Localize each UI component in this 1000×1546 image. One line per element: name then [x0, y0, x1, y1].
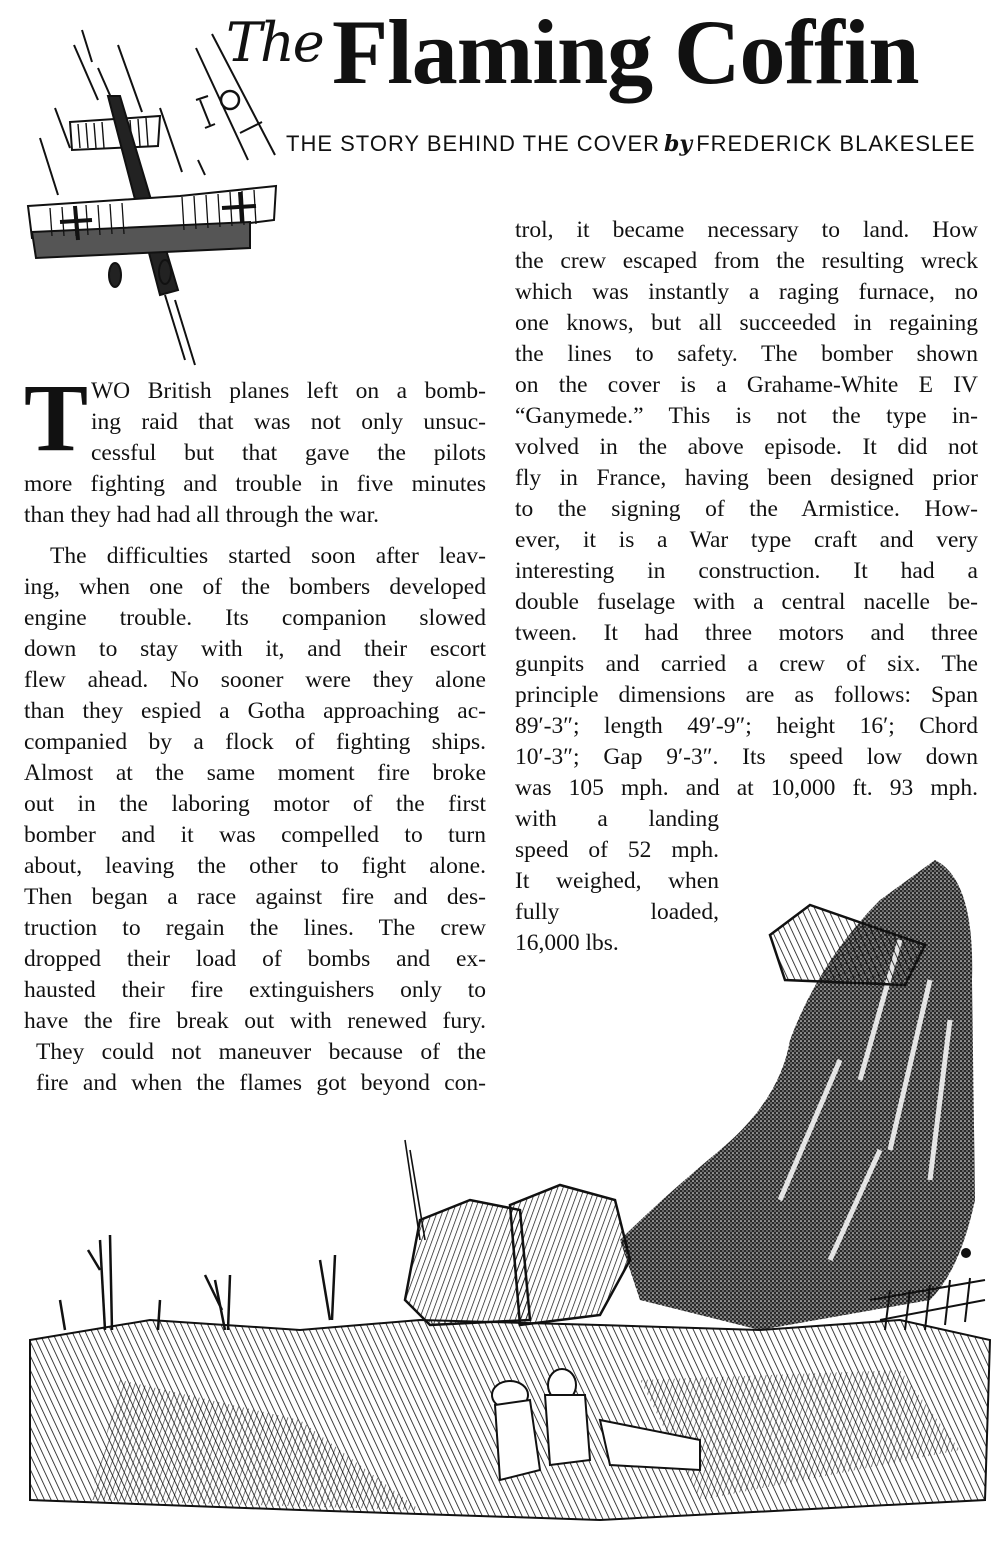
text-line: companied by a flock of fighting ships. [24, 729, 486, 755]
text-line: Then began a race against fire and des- [24, 884, 486, 910]
text-line: ever, it is a War type craft and very [515, 527, 978, 553]
text-line: have the fire break out with renewed fury. [24, 1008, 486, 1034]
title-prefix: The [226, 11, 323, 74]
text-line: hausted their fire extinguishers only to [24, 977, 486, 1003]
text-line: out in the laboring motor of the first [24, 791, 486, 817]
text-line: Almost at the same moment fire broke [24, 760, 486, 786]
text-line: engine trouble. Its companion slowed [24, 605, 486, 631]
text-line: WO British planes left on a bomb- [91, 378, 486, 404]
text-line: ing, when one of the bombers developed [24, 574, 486, 600]
text-line: 16,000 lbs. [515, 930, 619, 956]
text-line: fully loaded, [515, 899, 719, 925]
subtitle-story-label: THE STORY BEHIND THE COVER [286, 131, 661, 156]
text-line: than they espied a Gotha approaching ac- [24, 698, 486, 724]
author-name: FREDERICK BLAKESLEE [696, 131, 976, 156]
text-line: double fuselage with a central nacelle be- [515, 589, 978, 615]
text-line: cessful but that gave the pilots [91, 440, 486, 466]
text-line: gunpits and carried a crew of six. The [515, 651, 978, 677]
text-line: They could not maneuver because of the [36, 1039, 486, 1065]
text-line: the crew escaped from the resulting wreck [515, 248, 978, 274]
text-line: on the cover is a Grahame-White E IV [515, 372, 978, 398]
text-line: dropped their load of bombs and ex- [24, 946, 486, 972]
text-line: fly in France, having been designed prior [515, 465, 978, 491]
text-line: It weighed, when [515, 868, 719, 894]
text-line: fire and when the flames got beyond con- [36, 1070, 486, 1096]
text-line: volved in the above episode. It did not [515, 434, 978, 460]
text-line: principle dimensions are as follows: Span [515, 682, 978, 708]
text-line: more fighting and trouble in five minutes [24, 471, 486, 497]
text-line: to the signing of the Armistice. How- [515, 496, 978, 522]
text-line: flew ahead. No sooner were they alone [24, 667, 486, 693]
text-line: truction to regain the lines. The crew [24, 915, 486, 941]
text-line: tween. It had three motors and three [515, 620, 978, 646]
text-line: 89′-3″; length 49′-9″; height 16′; Chord [515, 713, 978, 739]
text-line: interesting in construction. It had a [515, 558, 978, 584]
text-line: was 105 mph. and at 10,000 ft. 93 mph. [515, 775, 978, 801]
text-line: which was instantly a raging furnace, no [515, 279, 978, 305]
text-line: one knows, but all succeeded in regaining [515, 310, 978, 336]
text-line: speed of 52 mph. [515, 837, 719, 863]
wreck-battlefield-illustration [0, 846, 1000, 1546]
drop-cap: T [24, 364, 89, 471]
subtitle [286, 131, 976, 157]
page-title: Flaming Coffin [332, 1, 919, 103]
text-line: ing raid that was not only unsuc- [91, 409, 486, 435]
paragraph-1 [24, 364, 486, 531]
text-line: The difficulties started soon after leav- [50, 543, 486, 569]
text-line: the lines to safety. The bomber shown [515, 341, 978, 367]
text-line: trol, it became necessary to land. How [515, 217, 978, 243]
text-line: than they had had all through the war. [24, 502, 380, 528]
text-line: 10′-3″; Gap 9′-3″. Its speed low down [515, 744, 978, 770]
text-line: “Ganymede.” This is not the type in- [515, 403, 978, 429]
byline-by: by [664, 131, 693, 157]
text-line: with a landing [515, 806, 719, 832]
text-line: bomber and it was compelled to turn [24, 822, 486, 848]
text-line: about, leaving the other to fight alone. [24, 853, 486, 879]
text-line: down to stay with it, and their escort [24, 636, 486, 662]
